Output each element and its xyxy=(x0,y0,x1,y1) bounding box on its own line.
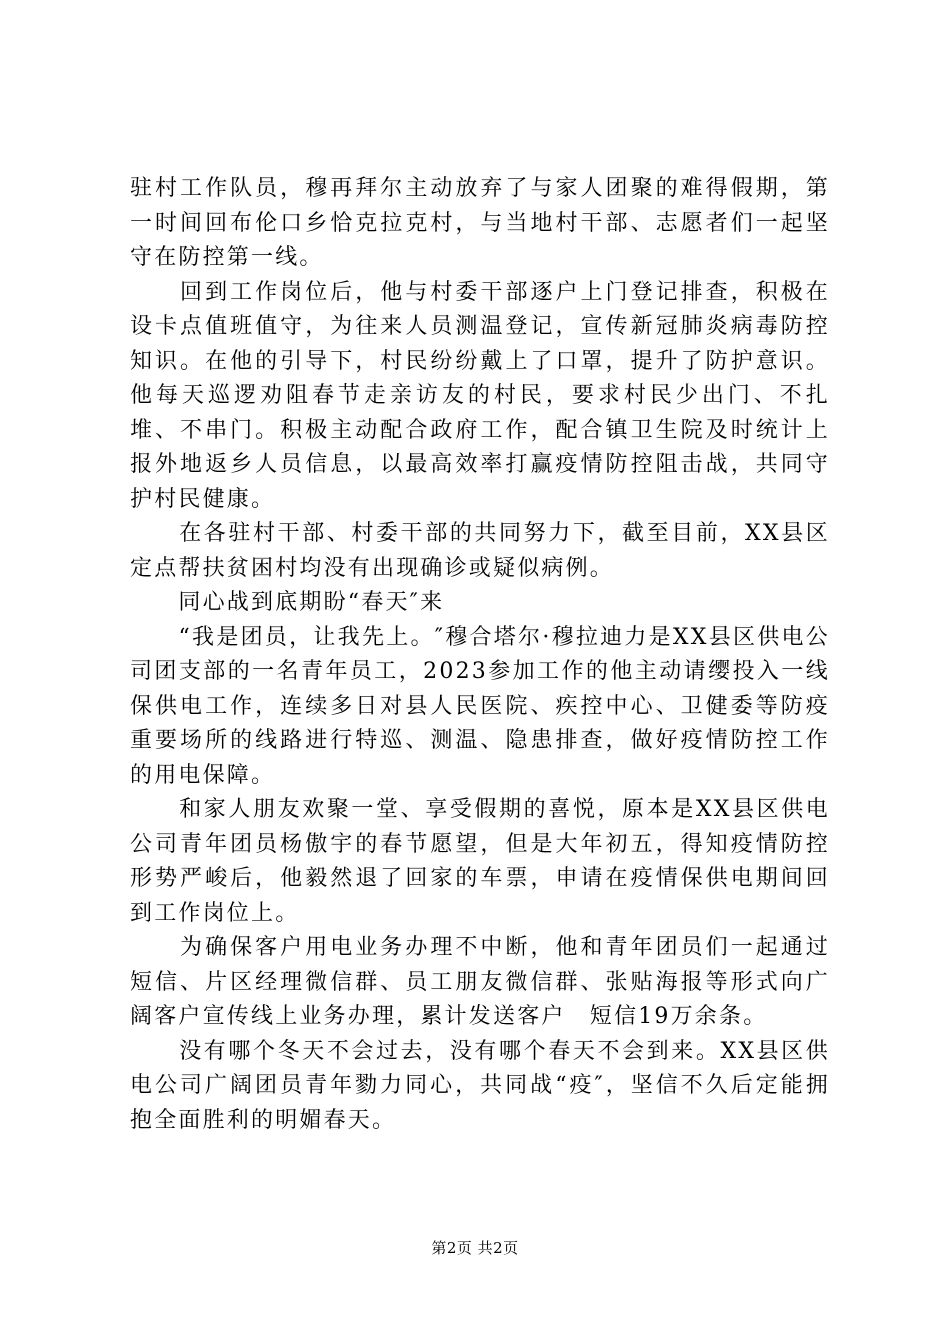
paragraph-8: 没有哪个冬天不会过去，没有哪个春天不会到来。XX县区供电公司广阔团员青年勠力同心，共同战“疫″，坚信不久后定能拥抱全面胜利的明媚春天。 xyxy=(130,1038,830,1133)
document-body xyxy=(130,172,830,1138)
page-footer: 第2页 共2页 xyxy=(431,1239,519,1257)
paragraph-2: 回到工作岗位后，他与村委干部逐户上门登记排查，积极在设卡点值班值守，为往来人员测温登记，宣传新冠肺炎病毒防控知识。在他的引导下，村民纷纷戴上了口罩，提升了防护意识。他每天巡逻劝阻春节走亲访友的村民，要求村民少出门、不扎堆、不串门。积极主动配合政府工作，配合镇卫生院及时统计上报外地返乡人员信息，以最高效率打赢疫情防控阻击战，共同守护村民健康。 xyxy=(130,279,830,512)
paragraph-5: “我是团员，让我先上。″穆合塔尔·穆拉迪力是XX县区供电公司团支部的一名青年员工，2023参加工作的他主动请缨投入一线保供电工作，连续多日对县人民医院、疾控中心、卫健委等防疫重要场所的线路进行特巡、测温、隐患排查，做好疫情防控工作的用电保障。 xyxy=(130,624,830,788)
paragraph-3: 在各驻村干部、村委干部的共同努力下，截至目前，XX县区定点帮扶贫困村均没有出现确诊或疑似病例。 xyxy=(130,521,830,581)
section-heading: 同心战到底期盼“春天″来 xyxy=(130,590,445,615)
paragraph-1: 驻村工作队员，穆再拜尔主动放弃了与家人团聚的难得假期，第一时间回布伦口乡恰克拉克村，与当地村干部、志愿者们一起坚守在防控第一线。 xyxy=(130,176,830,270)
paragraph-7: 为确保客户用电业务办理不中断，他和青年团员们一起通过短信、片区经理微信群、员工朋友微信群、张贴海报等形式向广阔客户宣传线上业务办理，累计发送客户 短信19万余条。 xyxy=(130,935,830,1029)
paragraph-6: 和家人朋友欢聚一堂、享受假期的喜悦，原本是XX县区供电公司青年团员杨傲宇的春节愿望，但是大年初五，得知疫情防控形势严峻后，他毅然退了回家的车票，申请在疫情保供电期间回到工作岗位上。 xyxy=(130,797,830,926)
